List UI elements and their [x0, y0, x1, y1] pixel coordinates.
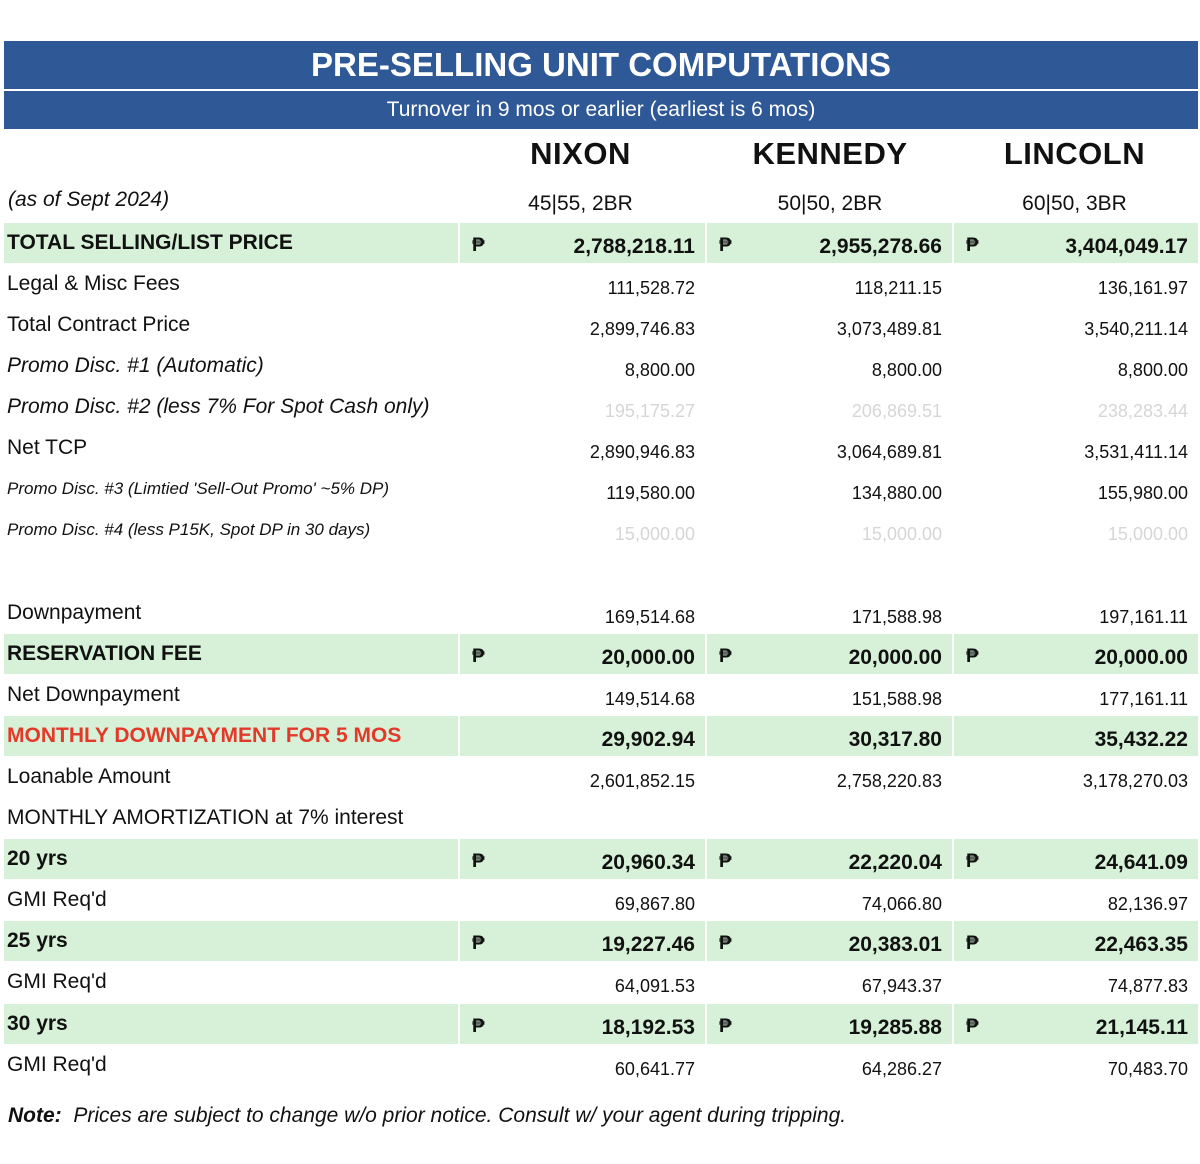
row-label-cell — [4, 716, 458, 756]
row-label-cell — [4, 634, 458, 674]
row-label-cell — [4, 798, 458, 838]
value-cell-lincoln — [954, 839, 1198, 879]
value-cell-lincoln — [954, 510, 1198, 550]
cell-value: 3,404,049.17 — [1065, 235, 1188, 258]
value-cell-nixon — [460, 593, 705, 633]
peso-sign-icon: ₱ — [472, 235, 485, 256]
row-label-cell — [4, 880, 458, 920]
cell-value: 35,432.22 — [1094, 728, 1188, 751]
table-row — [4, 962, 1198, 1002]
value-cell-kennedy — [707, 593, 952, 633]
row-label-cell — [4, 264, 458, 304]
cell-value: 238,283.44 — [1097, 401, 1188, 421]
cell-value: 111,528.72 — [607, 278, 695, 298]
table-row — [4, 675, 1198, 715]
cell-value: 29,902.94 — [601, 728, 695, 751]
row-label-cell — [4, 510, 458, 550]
value-cell-kennedy — [707, 675, 952, 715]
value-cell-kennedy — [707, 510, 952, 550]
value-cell-nixon — [460, 675, 705, 715]
value-cell-lincoln — [954, 962, 1198, 1002]
cell-value: 67,943.37 — [861, 976, 942, 996]
row-label-cell — [4, 469, 458, 509]
peso-sign-icon: ₱ — [966, 1016, 979, 1037]
value-cell-nixon — [460, 1045, 705, 1085]
cell-value: 18,192.53 — [601, 1016, 695, 1039]
row-label-cell — [4, 1004, 458, 1044]
value-cell-lincoln — [954, 757, 1198, 797]
row-label-cell — [4, 839, 458, 879]
value-cell-nixon — [460, 264, 705, 304]
footnote — [8, 1104, 846, 1128]
row-label-cell — [4, 387, 458, 427]
column-header-nixon: NIXON — [530, 136, 631, 171]
footnote-text: Prices are subject to change w/o prior notice. Consult w/ your agent during tripping. — [73, 1104, 847, 1127]
row-label: 30 yrs — [7, 1012, 68, 1035]
value-cell-nixon — [460, 428, 705, 468]
cell-value: 74,877.83 — [1107, 976, 1188, 996]
peso-sign-icon: ₱ — [719, 235, 732, 256]
table-row — [4, 1004, 1198, 1044]
row-label: Total Contract Price — [7, 313, 191, 336]
value-cell-kennedy — [707, 921, 952, 961]
value-cell-nixon — [460, 839, 705, 879]
value-cell-lincoln — [954, 921, 1198, 961]
row-label: Promo Disc. #3 (Limtied 'Sell-Out Promo' ~5% DP) — [7, 479, 390, 498]
cell-value: 118,211.15 — [854, 278, 942, 298]
row-label-cell — [4, 346, 458, 386]
cell-value: 119,580.00 — [606, 483, 695, 503]
row-label: Legal & Misc Fees — [7, 272, 180, 295]
table-row — [4, 921, 1198, 961]
row-label: GMI Req'd — [7, 970, 107, 993]
cell-value: 20,383.01 — [848, 933, 942, 956]
row-label-cell — [4, 921, 458, 961]
cell-value: 177,161.11 — [1099, 689, 1188, 709]
table-row — [4, 223, 1198, 263]
value-cell-nixon — [460, 1004, 705, 1044]
footnote-prefix: Note: — [8, 1104, 62, 1127]
cell-value: 3,540,211.14 — [1084, 319, 1188, 339]
cell-value: 69,867.80 — [614, 894, 695, 914]
cell-value: 2,955,278.66 — [819, 235, 942, 258]
cell-value: 149,514.68 — [604, 689, 695, 709]
value-cell-nixon — [460, 716, 705, 756]
table-row — [4, 264, 1198, 304]
value-cell-lincoln — [954, 593, 1198, 633]
cell-value: 3,073,489.81 — [836, 319, 942, 339]
peso-sign-icon: ₱ — [966, 851, 979, 872]
peso-sign-icon: ₱ — [472, 1016, 485, 1037]
value-cell-lincoln — [954, 716, 1198, 756]
row-label: 25 yrs — [7, 929, 68, 952]
peso-sign-icon: ₱ — [966, 933, 979, 954]
cell-value: 19,227.46 — [601, 933, 695, 956]
value-cell-lincoln — [954, 634, 1198, 674]
cell-value: 60,641.77 — [614, 1059, 695, 1079]
row-label: Net TCP — [7, 436, 88, 459]
table-row — [4, 880, 1198, 920]
value-cell-lincoln — [954, 387, 1198, 427]
cell-value: 15,000.00 — [861, 524, 942, 544]
cell-value: 30,317.80 — [848, 728, 942, 751]
value-cell-lincoln — [954, 798, 1198, 838]
value-cell-nixon — [460, 798, 705, 838]
value-cell-kennedy — [707, 839, 952, 879]
table-row — [4, 305, 1198, 345]
cell-value: 22,220.04 — [848, 851, 942, 874]
cell-value: 136,161.97 — [1097, 278, 1188, 298]
value-cell-kennedy — [707, 469, 952, 509]
table-row — [4, 469, 1198, 509]
value-cell-kennedy — [707, 305, 952, 345]
peso-sign-icon: ₱ — [472, 851, 485, 872]
value-cell-nixon — [460, 921, 705, 961]
cell-value: 169,514.68 — [604, 607, 695, 627]
cell-value: 3,064,689.81 — [836, 442, 942, 462]
cell-value: 8,800.00 — [624, 360, 695, 380]
cell-value: 2,899,746.83 — [589, 319, 695, 339]
table-row — [4, 839, 1198, 879]
value-cell-kennedy — [707, 1004, 952, 1044]
row-label-cell — [4, 593, 458, 633]
row-label-cell — [4, 305, 458, 345]
cell-value: 2,788,218.11 — [573, 235, 695, 258]
cell-value: 171,588.98 — [851, 607, 942, 627]
peso-sign-icon: ₱ — [966, 646, 979, 667]
value-cell-lincoln — [954, 880, 1198, 920]
table-row — [4, 1045, 1198, 1085]
cell-value: 3,178,270.03 — [1082, 771, 1188, 791]
value-cell-kennedy — [707, 716, 952, 756]
table-row — [4, 387, 1198, 427]
column-header-kennedy: KENNEDY — [752, 136, 908, 171]
column-spec-lincoln: 60|50, 3BR — [1022, 192, 1127, 215]
value-cell-nixon — [460, 510, 705, 550]
value-cell-kennedy — [707, 757, 952, 797]
table-row — [4, 716, 1198, 756]
cell-value: 197,161.11 — [1099, 607, 1188, 627]
value-cell-nixon — [460, 305, 705, 345]
value-cell-nixon — [460, 757, 705, 797]
row-label: Promo Disc. #1 (Automatic) — [7, 354, 264, 377]
cell-value: 21,145.11 — [1095, 1016, 1188, 1039]
cell-value: 2,601,852.15 — [589, 771, 695, 791]
cell-value: 64,091.53 — [614, 976, 695, 996]
value-cell-lincoln — [954, 1045, 1198, 1085]
row-label: MONTHLY AMORTIZATION at 7% interest — [7, 806, 404, 829]
value-cell-lincoln — [954, 264, 1198, 304]
row-label-cell — [4, 962, 458, 1002]
value-cell-kennedy — [707, 634, 952, 674]
value-cell-lincoln — [954, 469, 1198, 509]
cell-value: 20,960.34 — [601, 851, 695, 874]
row-label-cell — [4, 675, 458, 715]
row-label: GMI Req'd — [7, 1053, 107, 1076]
cell-value: 151,588.98 — [851, 689, 942, 709]
row-label: Downpayment — [7, 601, 142, 624]
cell-value: 74,066.80 — [861, 894, 942, 914]
value-cell-kennedy — [707, 428, 952, 468]
value-cell-lincoln — [954, 428, 1198, 468]
value-cell-lincoln — [954, 675, 1198, 715]
cell-value: 3,531,411.14 — [1084, 442, 1188, 462]
value-cell-kennedy — [707, 387, 952, 427]
cell-value: 70,483.70 — [1107, 1059, 1188, 1079]
value-cell-nixon — [460, 387, 705, 427]
row-label: MONTHLY DOWNPAYMENT FOR 5 MOS — [7, 724, 402, 747]
value-cell-lincoln — [954, 1004, 1198, 1044]
value-cell-kennedy — [707, 880, 952, 920]
table-row — [4, 593, 1198, 633]
value-cell-kennedy — [707, 264, 952, 304]
row-label: Promo Disc. #4 (less P15K, Spot DP in 30 days) — [7, 520, 371, 539]
cell-value: 82,136.97 — [1107, 894, 1188, 914]
peso-sign-icon: ₱ — [966, 235, 979, 256]
table-row — [4, 757, 1198, 797]
value-cell-kennedy — [707, 223, 952, 263]
row-label-cell — [4, 223, 458, 263]
cell-value: 22,463.35 — [1094, 933, 1188, 956]
value-cell-lincoln — [954, 223, 1198, 263]
cell-value: 64,286.27 — [861, 1059, 942, 1079]
value-cell-lincoln — [954, 305, 1198, 345]
cell-value: 15,000.00 — [1107, 524, 1188, 544]
table-row — [4, 634, 1198, 674]
cell-value: 8,800.00 — [1117, 360, 1188, 380]
value-cell-nixon — [460, 223, 705, 263]
cell-value: 134,880.00 — [851, 483, 942, 503]
cell-value: 19,285.88 — [848, 1016, 942, 1039]
peso-sign-icon: ₱ — [719, 1016, 732, 1037]
cell-value: 15,000.00 — [614, 524, 695, 544]
cell-value: 20,000.00 — [1094, 646, 1188, 669]
peso-sign-icon: ₱ — [719, 646, 732, 667]
row-label-cell — [4, 1045, 458, 1085]
cell-value: 20,000.00 — [601, 646, 695, 669]
cell-value: 195,175.27 — [604, 401, 695, 421]
row-label-cell — [4, 757, 458, 797]
page-title: PRE-SELLING UNIT COMPUTATIONS — [4, 41, 1198, 89]
peso-sign-icon: ₱ — [719, 933, 732, 954]
value-cell-nixon — [460, 346, 705, 386]
column-spec-nixon: 45|55, 2BR — [528, 192, 633, 215]
table-row — [4, 798, 1198, 838]
value-cell-kennedy — [707, 346, 952, 386]
cell-value: 155,980.00 — [1097, 483, 1188, 503]
column-spec-kennedy: 50|50, 2BR — [777, 192, 883, 215]
column-header-lincoln: LINCOLN — [1003, 136, 1146, 171]
cell-value: 24,641.09 — [1094, 851, 1188, 874]
value-cell-nixon — [460, 962, 705, 1002]
row-label: Promo Disc. #2 (less 7% For Spot Cash only) — [7, 395, 430, 418]
row-label: 20 yrs — [7, 847, 68, 870]
row-label: TOTAL SELLING/LIST PRICE — [7, 231, 293, 254]
peso-sign-icon: ₱ — [719, 851, 732, 872]
cell-value: 2,890,946.83 — [589, 442, 695, 462]
cell-value: 206,869.51 — [851, 401, 942, 421]
cell-value: 20,000.00 — [848, 646, 942, 669]
page-subtitle: Turnover in 9 mos or earlier (earliest is 6 mos) — [4, 91, 1198, 129]
table-row — [4, 346, 1198, 386]
row-label: Net Downpayment — [7, 683, 180, 706]
row-label: RESERVATION FEE — [7, 642, 202, 665]
value-cell-nixon — [460, 634, 705, 674]
peso-sign-icon: ₱ — [472, 933, 485, 954]
cell-value: 2,758,220.83 — [836, 771, 942, 791]
value-cell-lincoln — [954, 346, 1198, 386]
value-cell-kennedy — [707, 1045, 952, 1085]
table-row — [4, 510, 1198, 550]
value-cell-kennedy — [707, 798, 952, 838]
table-row — [4, 428, 1198, 468]
value-cell-kennedy — [707, 962, 952, 1002]
row-label-cell — [4, 428, 458, 468]
row-label: GMI Req'd — [7, 888, 107, 911]
peso-sign-icon: ₱ — [472, 646, 485, 667]
cell-value: 8,800.00 — [871, 360, 942, 380]
row-label: Loanable Amount — [7, 765, 171, 788]
as-of-date: (as of Sept 2024) — [8, 188, 170, 211]
value-cell-nixon — [460, 469, 705, 509]
value-cell-nixon — [460, 880, 705, 920]
